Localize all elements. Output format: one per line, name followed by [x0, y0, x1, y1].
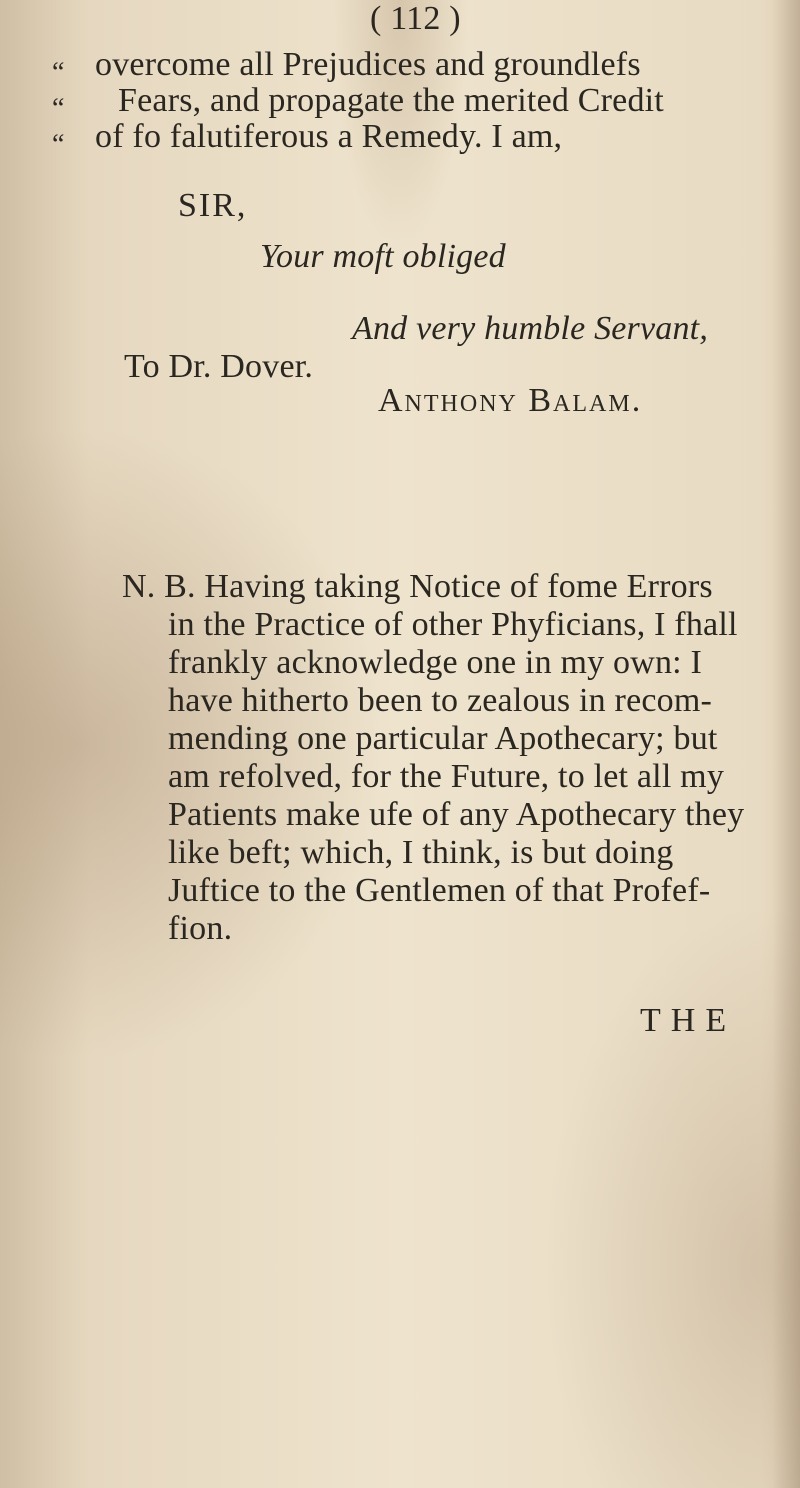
quote-line: of fo falutiferous a Remedy. I am,: [95, 118, 563, 155]
paragraph-line: Patients make ufe of any Apothecary they: [168, 796, 745, 833]
paragraph-line: N. B. Having taking Notice of fome Errors: [122, 568, 713, 605]
paragraph-line: frankly acknowledge one in my own: I: [168, 644, 703, 681]
paragraph-line: Juftice to the Gentlemen of that Profef-: [168, 872, 711, 909]
closing-line-1: Your moft obliged: [260, 238, 506, 275]
quote-mark: “: [52, 57, 65, 88]
paragraph-line: have hitherto been to zealous in recom-: [168, 682, 713, 719]
page-number: ( 112 ): [370, 0, 461, 37]
signature: Anthony Balam.: [378, 382, 643, 419]
quote-line: Fears, and propagate the merited Credit: [118, 82, 664, 119]
page-edge-shadow: [772, 0, 800, 1488]
paragraph-line: in the Practice of other Phyficians, I fhall: [168, 606, 738, 643]
catchword: THE: [640, 1002, 737, 1039]
addressee: To Dr. Dover.: [124, 348, 314, 385]
paragraph-line: am refolved, for the Future, to let all my: [168, 758, 725, 795]
quote-mark: “: [52, 129, 65, 160]
paragraph-line: mending one particular Apothecary; but: [168, 720, 718, 757]
closing-line-2: And very humble Servant,: [352, 310, 709, 347]
paragraph-line: fion.: [168, 910, 233, 947]
quote-line: overcome all Prejudices and groundlefs: [95, 46, 641, 83]
quote-mark: “: [52, 93, 65, 124]
paragraph-line: like beft; which, I think, is but doing: [168, 834, 674, 871]
salutation: SIR,: [178, 187, 248, 224]
